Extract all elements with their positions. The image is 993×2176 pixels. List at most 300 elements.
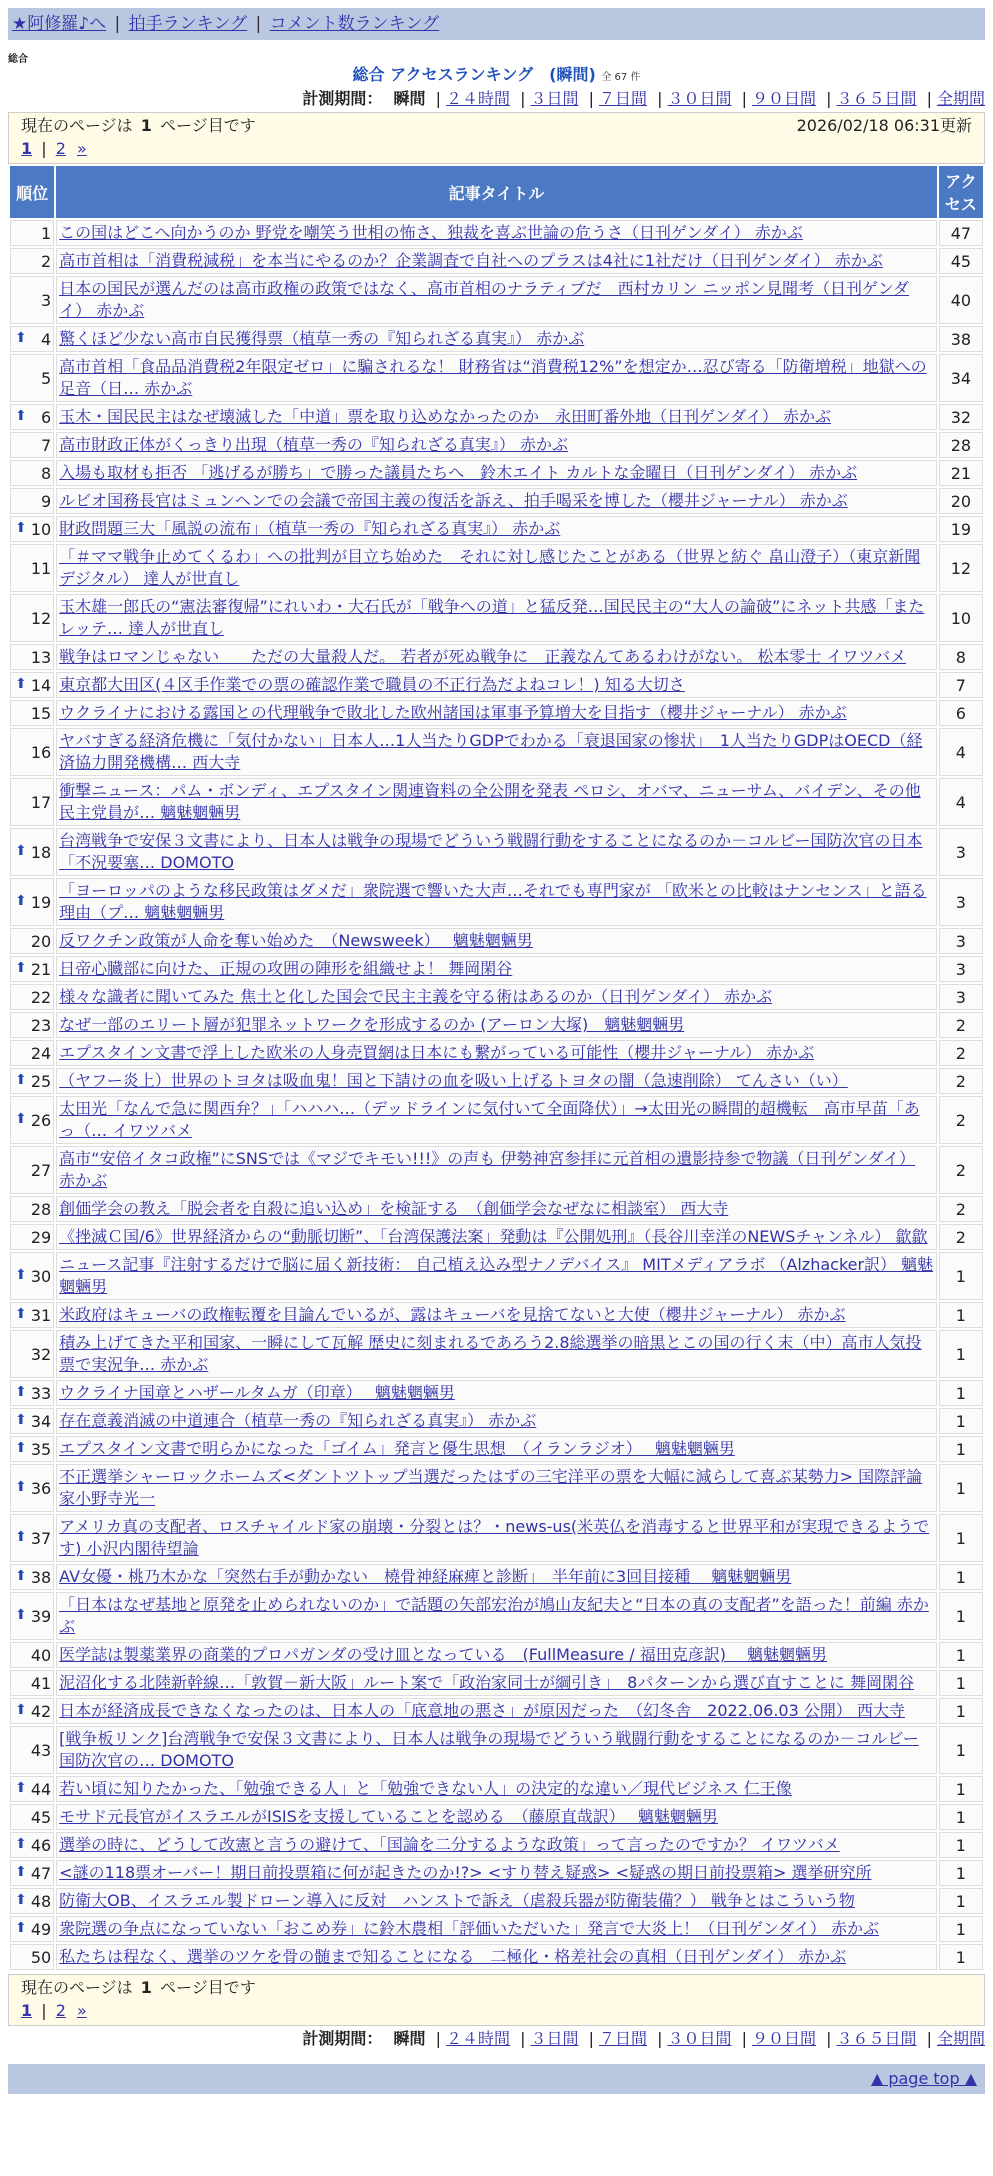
access-count: 40 bbox=[939, 276, 983, 324]
title-cell bbox=[56, 1330, 937, 1378]
rank-up-arrow-icon: ⬆ bbox=[15, 1266, 27, 1283]
table-row bbox=[10, 488, 983, 514]
pager-page-2[interactable]: 2 bbox=[55, 139, 66, 158]
table-row bbox=[10, 1776, 983, 1802]
access-count: 4 bbox=[939, 778, 983, 826]
period-separator: | bbox=[520, 2029, 526, 2048]
rank-number: 15 bbox=[30, 703, 52, 723]
article-link[interactable]: 米政府はキューバの政権転覆を目論んでいるが、露はキューバを見捨てないと大使（櫻井ジャーナル） 赤かぶ bbox=[59, 1305, 846, 1324]
title-cell bbox=[56, 1068, 937, 1094]
title-cell bbox=[56, 878, 937, 926]
title-cell bbox=[56, 1888, 937, 1914]
article-link[interactable]: <謎の118票オーバー！期日前投票箱に何が起きたのか!?> <すり替え疑惑> <疑惑の期日前投票箱> 選挙研究所 bbox=[59, 1863, 872, 1882]
period-selector-top bbox=[8, 86, 985, 112]
rank-number: 41 bbox=[30, 1673, 52, 1693]
table-row bbox=[10, 778, 983, 826]
table-row bbox=[10, 1224, 983, 1250]
rank-number: 28 bbox=[30, 1199, 52, 1219]
period-365d-link[interactable]: ３６５日間 bbox=[836, 2029, 917, 2048]
rank-cell bbox=[10, 1916, 54, 1942]
rank-cell bbox=[10, 1642, 54, 1668]
article-link[interactable]: 戦争はロマンじゃない ただの大量殺人だ。 若者が死ぬ戦争に 正義なんてあるわけがない。 松本零士 イワツバメ bbox=[59, 647, 907, 666]
access-count: 1 bbox=[939, 1252, 983, 1300]
page-info-top bbox=[8, 112, 985, 164]
access-count: 2 bbox=[939, 1068, 983, 1094]
period-3d-link[interactable]: ３日間 bbox=[530, 89, 579, 108]
title-column-header: 記事タイトル bbox=[56, 166, 937, 218]
rank-up-arrow-icon: ⬆ bbox=[15, 892, 27, 909]
rank-cell bbox=[10, 544, 54, 592]
table-row bbox=[10, 1436, 983, 1462]
period-all-link[interactable]: 全期間 bbox=[936, 2029, 985, 2048]
period-24h-link[interactable]: ２４時間 bbox=[445, 89, 510, 108]
table-row bbox=[10, 1642, 983, 1668]
period-separator: | bbox=[826, 2029, 832, 2048]
rank-up-arrow-icon: ⬆ bbox=[15, 959, 27, 976]
table-row bbox=[10, 516, 983, 542]
article-link[interactable]: 日帝心臓部に向けた、正規の攻囲の陣形を組織せよ！ 舞岡閑谷 bbox=[59, 959, 513, 978]
period-separator: | bbox=[520, 89, 526, 108]
rank-cell bbox=[10, 1514, 54, 1562]
title-cell bbox=[56, 220, 937, 246]
nav-separator: | bbox=[114, 14, 121, 34]
access-count: 1 bbox=[939, 1776, 983, 1802]
page-info-bottom bbox=[8, 1974, 985, 2026]
access-count: 7 bbox=[939, 672, 983, 698]
rank-cell bbox=[10, 984, 54, 1010]
page-info-row bbox=[21, 115, 972, 137]
article-link[interactable]: 玉木雄一郎氏の“憲法審復帰”にれいわ・大石氏が「戦争への道」と猛反発…国民民主の“大人の論破”にネット共感「またレッテ… 達人が世直し bbox=[59, 597, 925, 638]
table-row bbox=[10, 1916, 983, 1942]
access-count: 3 bbox=[939, 928, 983, 954]
nav-comment-ranking-link[interactable]: コメント数ランキング bbox=[269, 14, 440, 34]
article-link[interactable]: 「日本はなぜ基地と原発を止められないのか」で話題の矢部宏治が鳩山友紀夫と“日本の真の支配者”を語った！前編 赤かぶ bbox=[59, 1595, 929, 1636]
rank-cell bbox=[10, 248, 54, 274]
article-link[interactable]: 玉木・国民民主はなぜ壊滅した「中道」票を取り込めなかったのか 永田町番外地（日刊ゲンダイ） 赤かぶ bbox=[59, 407, 831, 426]
access-count: 1 bbox=[939, 1642, 983, 1668]
table-row bbox=[10, 1196, 983, 1222]
access-count: 28 bbox=[939, 432, 983, 458]
access-column-header: アクセス bbox=[939, 166, 983, 218]
article-link[interactable]: 様々な識者に聞いてみた 焦土と化した国会で民主主義を守る術はあるのか（日刊ゲンダイ） 赤かぶ bbox=[59, 987, 773, 1006]
article-link[interactable]: 創価学会の教え「脱会者を自殺に追い込め」を検証する （創価学会なぜなに相談室） 西大寺 bbox=[59, 1199, 729, 1218]
rank-number: 19 bbox=[30, 892, 52, 912]
rank-number: 5 bbox=[40, 368, 52, 388]
rank-cell bbox=[10, 1726, 54, 1774]
article-link[interactable]: 日本が経済成長できなくなったのは、日本人の「底意地の悪さ」が原因だった （幻冬舎 2022.06.03 公開） 西大寺 bbox=[59, 1701, 905, 1720]
article-link[interactable]: 高市財政正体がくっきり出現（植草一秀の『知られざる真実』） 赤かぶ bbox=[59, 435, 568, 454]
access-count: 20 bbox=[939, 488, 983, 514]
title-cell bbox=[56, 1146, 937, 1194]
rank-number: 44 bbox=[30, 1779, 52, 1799]
period-separator: | bbox=[657, 2029, 663, 2048]
article-link[interactable]: 高市首相は「消費税減税」を本当にやるのか？企業調査で自社へのプラスは4社に1社だけ（日刊ゲンダイ） 赤かぶ bbox=[59, 251, 883, 270]
rank-number: 11 bbox=[30, 558, 52, 578]
period-separator: | bbox=[741, 2029, 747, 2048]
rank-cell bbox=[10, 1670, 54, 1696]
title-cell bbox=[56, 672, 937, 698]
rank-cell bbox=[10, 1776, 54, 1802]
article-link[interactable]: 積み上げてきた平和国家、一瞬にして瓦解 歴史に刻まれるであろう2.8総選挙の暗黒とこの国の行く末（中）高市人気投票で実況争… 赤かぶ bbox=[59, 1333, 922, 1374]
rank-number: 23 bbox=[30, 1015, 52, 1035]
article-link[interactable]: 高市首相「食品品消費税2年限定ゼロ」に騙されるな！ 財務省は“消費税12%”を想定か…忍び寄る「防衛増税」地獄への足音（日… 赤かぶ bbox=[59, 357, 927, 398]
rank-number: 8 bbox=[40, 463, 52, 483]
article-link[interactable]: 驚くほど少ない高市自民獲得票（植草一秀の『知られざる真実』） 赤かぶ bbox=[59, 329, 585, 348]
access-count: 1 bbox=[939, 1592, 983, 1640]
period-separator: | bbox=[657, 89, 663, 108]
table-row bbox=[10, 1408, 983, 1434]
pager-bottom bbox=[21, 1999, 972, 2023]
title-cell bbox=[56, 1012, 937, 1038]
table-row bbox=[10, 404, 983, 430]
title-cell bbox=[56, 354, 937, 402]
rank-cell bbox=[10, 700, 54, 726]
title-cell bbox=[56, 1302, 937, 1328]
title-cell bbox=[56, 1564, 937, 1590]
rank-up-arrow-icon: ⬆ bbox=[15, 1606, 27, 1623]
rank-number: 24 bbox=[30, 1043, 52, 1063]
article-link[interactable]: 泥沼化する北陸新幹線…「敦賀－新大阪」ルート案で「政治家同士が綱引き」 8パターンから選び直すことに 舞岡閑谷 bbox=[59, 1673, 915, 1692]
title-cell bbox=[56, 1726, 937, 1774]
page-status-suffix: ページ目です bbox=[160, 116, 256, 135]
rank-up-arrow-icon: ⬆ bbox=[15, 1567, 27, 1584]
rank-cell bbox=[10, 1252, 54, 1300]
period-365d-link[interactable]: ３６５日間 bbox=[836, 89, 917, 108]
pager-next-link[interactable]: » bbox=[77, 2001, 87, 2020]
title-cell bbox=[56, 1860, 937, 1886]
access-count: 1 bbox=[939, 1944, 983, 1970]
rank-cell bbox=[10, 404, 54, 430]
table-row bbox=[10, 354, 983, 402]
title-cell bbox=[56, 956, 937, 982]
access-count: 1 bbox=[939, 1564, 983, 1590]
ranking-body bbox=[10, 220, 983, 1970]
rank-cell bbox=[10, 1380, 54, 1406]
title-cell bbox=[56, 1436, 937, 1462]
page-top-link[interactable]: ▲ page top ▲ bbox=[870, 2069, 977, 2088]
rank-number: 3 bbox=[40, 290, 52, 310]
rank-cell bbox=[10, 1944, 54, 1970]
title-cell bbox=[56, 276, 937, 324]
article-link[interactable]: ルビオ国務長官はミュンヘンでの会議で帝国主義の復活を訴え、拍手喝采を博した（櫻井ジャーナル） 赤かぶ bbox=[59, 491, 848, 510]
article-link[interactable]: モサド元長官がイスラエルがISISを支援していることを認める （藤原直哉訳） 魑魅魍魎男 bbox=[59, 1807, 718, 1826]
rank-number: 18 bbox=[30, 842, 52, 862]
rank-up-arrow-icon: ⬆ bbox=[15, 1110, 27, 1127]
rank-number: 16 bbox=[30, 742, 52, 762]
rank-cell bbox=[10, 1012, 54, 1038]
title-cell bbox=[56, 1592, 937, 1640]
article-link[interactable]: AV女優・桃乃木かな「突然右手が動かない 橈骨神経麻痺と診断」 半年前に3回目接種 魑魅魍魎男 bbox=[59, 1567, 792, 1586]
bottom-bar bbox=[8, 2064, 985, 2094]
period-separator: | bbox=[926, 2029, 932, 2048]
title-cell bbox=[56, 1670, 937, 1696]
table-row bbox=[10, 220, 983, 246]
period-separator: | bbox=[588, 2029, 594, 2048]
table-row bbox=[10, 700, 983, 726]
period-90d-link[interactable]: ９０日間 bbox=[751, 89, 816, 108]
rank-number: 10 bbox=[30, 519, 52, 539]
title-cell bbox=[56, 1196, 937, 1222]
title-cell bbox=[56, 984, 937, 1010]
rank-up-arrow-icon: ⬆ bbox=[15, 842, 27, 859]
article-link[interactable]: 台湾戦争で安保３文書により、日本人は戦争の現場でどういう戦闘行動をすることになるのか－コルビー国防次官の日本「不況要塞… DOMOTO bbox=[59, 831, 923, 872]
nav-home-link[interactable]: ★阿修羅♪へ bbox=[12, 14, 107, 34]
article-link[interactable]: ウクライナ国章とハザールタムガ（印章） 魑魅魍魎男 bbox=[59, 1383, 455, 1402]
table-row bbox=[10, 248, 983, 274]
article-link[interactable]: 東京都大田区(４区手作業での票の確認作業で職員の不正行為だよねコレ！) 知る大切さ bbox=[59, 675, 685, 694]
ranking-header-row bbox=[10, 166, 983, 218]
article-link[interactable]: 反ワクチン政策が人命を奪い始めた （Newsweek） 魑魅魍魎男 bbox=[59, 931, 533, 950]
period-3d-link[interactable]: ３日間 bbox=[530, 2029, 579, 2048]
article-link[interactable]: 入場も取材も拒否 「逃げるが勝ち」で勝った議員たちへ 鈴木エイト カルトな金曜日（日刊ゲンダイ） 赤かぶ bbox=[59, 463, 858, 482]
rank-cell bbox=[10, 516, 54, 542]
period-7d-link[interactable]: ７日間 bbox=[598, 2029, 647, 2048]
access-count: 12 bbox=[939, 544, 983, 592]
article-link[interactable]: 「＃ママ戦争止めてくるわ」への批判が目立ち始めた それに対し感じたことがある（世界と紡ぐ 畠山澄子）（東京新聞デジタル） 達人が世直し bbox=[59, 547, 921, 588]
rank-number: 46 bbox=[30, 1835, 52, 1855]
table-row bbox=[10, 1068, 983, 1094]
access-count: 32 bbox=[939, 404, 983, 430]
rank-cell bbox=[10, 1860, 54, 1886]
rank-number: 50 bbox=[30, 1947, 52, 1967]
title-cell bbox=[56, 1514, 937, 1562]
rank-number: 29 bbox=[30, 1227, 52, 1247]
period-all-link[interactable]: 全期間 bbox=[936, 89, 985, 108]
rank-up-arrow-icon: ⬆ bbox=[15, 1701, 27, 1718]
rank-up-arrow-icon: ⬆ bbox=[15, 407, 27, 424]
access-count: 2 bbox=[939, 1040, 983, 1066]
rank-number: 48 bbox=[30, 1891, 52, 1911]
access-count: 3 bbox=[939, 878, 983, 926]
article-link[interactable]: ヤバすぎる経済危機に「気付かない」日本人…1人当たりGDPでわかる「衰退国家の惨状」 1人当たりGDPはOECD（経済協力開発機構… 西大寺 bbox=[59, 731, 923, 772]
period-separator: | bbox=[826, 89, 832, 108]
rank-number: 25 bbox=[30, 1071, 52, 1091]
title-cell bbox=[56, 1804, 937, 1830]
period-7d-link[interactable]: ７日間 bbox=[598, 89, 647, 108]
ranking-title: 総合 アクセスランキング (瞬間) bbox=[352, 65, 596, 84]
article-link[interactable]: エプスタイン文書で浮上した欧米の人身売買網は日本にも繋がっている可能性（櫻井ジャーナル） 赤かぶ bbox=[59, 1043, 815, 1062]
access-count: 1 bbox=[939, 1860, 983, 1886]
period-30d-link[interactable]: ３０日間 bbox=[667, 2029, 732, 2048]
table-row bbox=[10, 1514, 983, 1562]
access-count: 2 bbox=[939, 1096, 983, 1144]
rank-cell bbox=[10, 956, 54, 982]
rank-number: 22 bbox=[30, 987, 52, 1007]
rank-number: 6 bbox=[40, 407, 52, 427]
title-cell bbox=[56, 594, 937, 642]
pager-next-link[interactable]: » bbox=[77, 139, 87, 158]
table-row bbox=[10, 1726, 983, 1774]
title-cell bbox=[56, 778, 937, 826]
article-link[interactable]: ウクライナにおける露国との代理戦争で敗北した欧州諸国は軍事予算増大を目指す（櫻井ジャーナル） 赤かぶ bbox=[59, 703, 847, 722]
period-24h-link[interactable]: ２４時間 bbox=[445, 2029, 510, 2048]
title-cell bbox=[56, 644, 937, 670]
rank-cell bbox=[10, 460, 54, 486]
table-row bbox=[10, 928, 983, 954]
title-cell bbox=[56, 1040, 937, 1066]
article-link[interactable]: 衆院選の争点になっていない「おこめ券」に鈴木農相「評価いただいた」発言で大炎上！（日刊ゲンダイ） 赤かぶ bbox=[59, 1919, 879, 1938]
rank-cell bbox=[10, 1464, 54, 1512]
rank-cell bbox=[10, 1330, 54, 1378]
access-count: 19 bbox=[939, 516, 983, 542]
article-link[interactable]: 存在意義消滅の中道連合（植草一秀の『知られざる真実』） 赤かぶ bbox=[59, 1411, 537, 1430]
period-current: 瞬間 bbox=[393, 89, 426, 108]
article-link[interactable]: 選挙の時に、どうして改憲と言うの避けて、「国論を二分するような政策」って言ったのですか？ イワツバメ bbox=[59, 1835, 840, 1854]
access-count: 3 bbox=[939, 956, 983, 982]
rank-number: 21 bbox=[30, 959, 52, 979]
access-count: 1 bbox=[939, 1436, 983, 1462]
article-link[interactable]: 不正選挙シャーロックホームズ<ダントツトップ当選だったはずの三宅洋平の票を大幅に減らして喜ぶ某勢力> 国際評論家小野寺光一 bbox=[59, 1467, 923, 1508]
access-count: 2 bbox=[939, 1224, 983, 1250]
rank-number: 36 bbox=[30, 1478, 52, 1498]
period-current: 瞬間 bbox=[393, 2029, 426, 2048]
access-count: 6 bbox=[939, 700, 983, 726]
article-link[interactable]: （ヤフー炎上）世界のトヨタは吸血鬼！国と下請けの血を吸い上げるトヨタの闇（急速削除） てんさい（い） bbox=[59, 1071, 848, 1090]
table-row bbox=[10, 1592, 983, 1640]
title-cell bbox=[56, 928, 937, 954]
rank-up-arrow-icon: ⬆ bbox=[15, 1305, 27, 1322]
rank-up-arrow-icon: ⬆ bbox=[15, 329, 27, 346]
rank-cell bbox=[10, 1408, 54, 1434]
title-cell bbox=[56, 1832, 937, 1858]
table-row bbox=[10, 1698, 983, 1724]
article-link[interactable]: なぜ一部のエリート層が犯罪ネットワークを形成するのか (アーロン大塚) 魑魅魍魎男 bbox=[59, 1015, 685, 1034]
page-status-prefix: 現在のページは bbox=[21, 1978, 133, 1997]
rank-cell bbox=[10, 326, 54, 352]
title-cell bbox=[56, 1776, 937, 1802]
rank-cell bbox=[10, 1832, 54, 1858]
access-count: 1 bbox=[939, 1832, 983, 1858]
rank-number: 12 bbox=[30, 608, 52, 628]
article-link[interactable]: アメリカ真の支配者、ロスチャイルド家の崩壊・分裂とは？・news-us(米英仏を消毒すると世界平和が実現できるようです) 小沢内閣待望論 bbox=[59, 1517, 930, 1558]
title-cell bbox=[56, 326, 937, 352]
rank-up-arrow-icon: ⬆ bbox=[15, 1439, 27, 1456]
access-count: 45 bbox=[939, 248, 983, 274]
access-count: 10 bbox=[939, 594, 983, 642]
article-link[interactable]: エプスタイン文書で明らかになった「ゴイム」発言と優生思想 （イランラジオ） 魑魅魍魎男 bbox=[59, 1439, 735, 1458]
ranking-table bbox=[8, 164, 985, 1972]
title-cell bbox=[56, 1096, 937, 1144]
rank-cell bbox=[10, 672, 54, 698]
rank-up-arrow-icon: ⬆ bbox=[15, 1919, 27, 1936]
rank-cell bbox=[10, 1302, 54, 1328]
rank-number: 39 bbox=[30, 1606, 52, 1626]
article-link[interactable]: 若い頃に知りたかった、「勉強できる人」と「勉強できない人」の決定的な違い／現代ビジネス 仁王像 bbox=[59, 1779, 792, 1798]
rank-number: 38 bbox=[30, 1567, 52, 1587]
access-count: 1 bbox=[939, 1888, 983, 1914]
nav-applause-ranking-link[interactable]: 拍手ランキング bbox=[128, 14, 248, 34]
rank-cell bbox=[10, 488, 54, 514]
table-row bbox=[10, 878, 983, 926]
table-row bbox=[10, 276, 983, 324]
access-count: 3 bbox=[939, 828, 983, 876]
pager-page-1[interactable]: 1 bbox=[21, 139, 33, 158]
access-count: 2 bbox=[939, 1012, 983, 1038]
rank-number: 33 bbox=[30, 1383, 52, 1403]
pager-page-2[interactable]: 2 bbox=[55, 2001, 66, 2020]
article-link[interactable]: 高市“安倍イタコ政権”にSNSでは《マジでキモい!!!》の声も 伊勢神宮参拝に元首相の遺影持参で物議（日刊ゲンダイ） 赤かぶ bbox=[59, 1149, 916, 1190]
rank-cell bbox=[10, 432, 54, 458]
article-link[interactable]: 医学誌は製薬業界の商業的プロパガンダの受け皿となっている (FullMeasure / 福田克彦訳) 魑魅魍魎男 bbox=[59, 1645, 828, 1664]
access-count: 2 bbox=[939, 1196, 983, 1222]
title-cell bbox=[56, 1642, 937, 1668]
rank-number: 42 bbox=[30, 1701, 52, 1721]
rank-cell bbox=[10, 1592, 54, 1640]
article-link[interactable]: 私たちは程なく、選挙のツケを骨の髄まで知ることになる 二極化・格差社会の真相（日刊ゲンダイ） 赤かぶ bbox=[59, 1947, 847, 1966]
article-link[interactable]: この国はどこへ向かうのか 野党を嘲笑う世相の怖さ、独裁を喜ぶ世論の危うさ（日刊ゲンダイ） 赤かぶ bbox=[59, 223, 803, 242]
access-count: 1 bbox=[939, 1726, 983, 1774]
table-row bbox=[10, 1146, 983, 1194]
rank-cell bbox=[10, 276, 54, 324]
table-row bbox=[10, 432, 983, 458]
table-row bbox=[10, 1564, 983, 1590]
rank-up-arrow-icon: ⬆ bbox=[15, 1835, 27, 1852]
period-30d-link[interactable]: ３０日間 bbox=[667, 89, 732, 108]
table-row bbox=[10, 1860, 983, 1886]
table-row bbox=[10, 1944, 983, 1970]
period-label: 計測期間： bbox=[302, 2029, 383, 2048]
rank-number: 43 bbox=[30, 1740, 52, 1760]
rank-cell bbox=[10, 354, 54, 402]
article-link[interactable]: [戦争板リンク]台湾戦争で安保３文書により、日本人は戦争の現場でどういう戦闘行動をすることになるのか－コルビー国防次官の… DOMOTO bbox=[59, 1729, 919, 1770]
rank-number: 27 bbox=[30, 1160, 52, 1180]
article-link[interactable]: 防衛大OB、イスラエル製ドローン導入に反対 ハンストで訴え（虐殺兵器が防衛装備？） 戦争とはこういう物 bbox=[59, 1891, 855, 1910]
page-status-prefix: 現在のページは bbox=[21, 116, 133, 135]
table-row bbox=[10, 1464, 983, 1512]
table-row bbox=[10, 1670, 983, 1696]
title-cell bbox=[56, 828, 937, 876]
table-row bbox=[10, 594, 983, 642]
access-count: 38 bbox=[939, 326, 983, 352]
rank-number: 35 bbox=[30, 1439, 52, 1459]
table-row bbox=[10, 644, 983, 670]
period-separator: | bbox=[926, 89, 932, 108]
access-count: 1 bbox=[939, 1330, 983, 1378]
title-cell bbox=[56, 728, 937, 776]
article-link[interactable]: 財政問題三大「風説の流布」（植草一秀の『知られざる真実』） 赤かぶ bbox=[59, 519, 561, 538]
table-row bbox=[10, 460, 983, 486]
rank-number: 13 bbox=[30, 647, 52, 667]
pager-top bbox=[21, 137, 972, 161]
rank-up-arrow-icon: ⬆ bbox=[15, 1891, 27, 1908]
article-link[interactable]: 《挫滅Ｃ国/6》世界経済からの“動脈切断”、「台湾保護法案」発動は『公開処刑』（長谷川幸洋のNEWSチャンネル） 歙歙 bbox=[59, 1227, 928, 1246]
ranking-count: 全 67 件 bbox=[601, 72, 641, 83]
rank-cell bbox=[10, 878, 54, 926]
pager-page-1[interactable]: 1 bbox=[21, 2001, 33, 2020]
table-row bbox=[10, 1888, 983, 1914]
table-row bbox=[10, 984, 983, 1010]
title-cell bbox=[56, 1698, 937, 1724]
rank-number: 47 bbox=[30, 1863, 52, 1883]
period-separator: | bbox=[741, 89, 747, 108]
title-cell bbox=[56, 1464, 937, 1512]
article-link[interactable]: 太田光「なんで急に関西弁？」「ハハハ…（デッドラインに気付いて全面降伏）」→太田光の瞬間的超機転 高市早苗「あっ（… イワツバメ bbox=[59, 1099, 920, 1140]
article-link[interactable]: 日本の国民が選んだのは高市政権の政策ではなく、高市首相のナラティブだ 西村カリン ニッポン見聞考（日刊ゲンダイ） 赤かぶ bbox=[59, 279, 910, 320]
article-link[interactable]: 「ヨーロッパのような移民政策はダメだ」衆院選で響いた大声…それでも専門家が 「欧米との比較はナンセンス」と語る理由（プ… 魑魅魍魎男 bbox=[59, 881, 927, 922]
access-count: 1 bbox=[939, 1698, 983, 1724]
title-cell bbox=[56, 432, 937, 458]
article-link[interactable]: 衝撃ニュース：パム・ボンディ、エプスタイン関連資料の全公開を発表 ペロシ、オバマ、ニューサム、バイデン、その他民主党員が… 魑魅魍魎男 bbox=[59, 781, 921, 822]
pager-separator: | bbox=[41, 2001, 47, 2020]
period-selector-bottom bbox=[8, 2026, 985, 2052]
title-cell bbox=[56, 544, 937, 592]
title-cell bbox=[56, 1408, 937, 1434]
table-row bbox=[10, 326, 983, 352]
period-separator: | bbox=[435, 89, 441, 108]
article-link[interactable]: ニュース記事『注射するだけで脳に届く新技術： 自己植え込み型ナノデバイス』 MITメディアラボ （Alzhacker訳） 魑魅魍魎男 bbox=[59, 1255, 934, 1296]
rank-number: 20 bbox=[30, 931, 52, 951]
period-90d-link[interactable]: ９０日間 bbox=[751, 2029, 816, 2048]
